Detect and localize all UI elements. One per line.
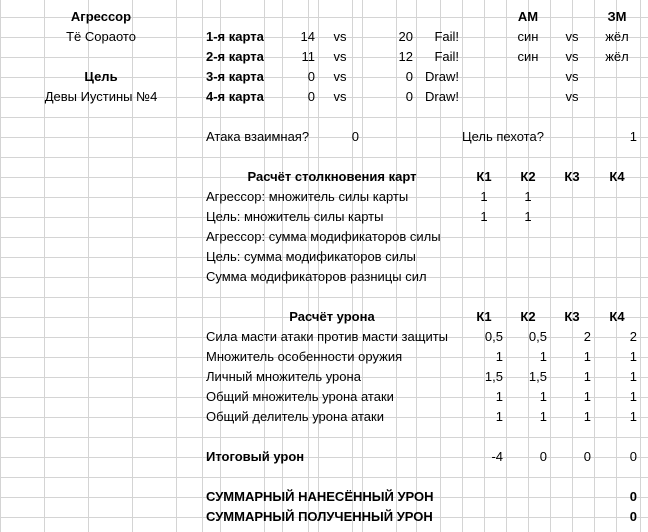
damage-cell[interactable]: 1 [629,389,637,404]
summary-received-label[interactable]: СУММАРНЫЙ ПОЛУЧЕННЫЙ УРОН [206,509,433,524]
card-name[interactable]: 4-я карта [206,89,264,104]
damage-title[interactable]: Расчёт урона [289,309,375,324]
summary-received-value[interactable]: 0 [629,509,637,524]
card-suit-vs[interactable]: vs [565,69,579,84]
damage-cell[interactable]: 1,5 [484,369,503,384]
damage-cell[interactable]: 1 [583,409,591,424]
summary-dealt-label[interactable]: СУММАРНЫЙ НАНЕСЁННЫЙ УРОН [206,489,434,504]
damage-cell[interactable]: 1 [629,409,637,424]
collision-row-label[interactable]: Агрессор: сумма модификаторов силы [206,229,441,244]
damage-header-k4[interactable]: К4 [609,309,625,324]
card-aggressor-value[interactable]: 0 [307,69,315,84]
card-aggressor-value[interactable]: 0 [307,89,315,104]
card-target-value[interactable]: 20 [398,29,413,44]
card-suit-vs[interactable]: vs [565,89,579,104]
damage-cell[interactable]: 1 [629,349,637,364]
damage-cell[interactable]: 1 [583,369,591,384]
mutual-attack-label[interactable]: Атака взаимная? [206,129,310,144]
card-vs[interactable]: vs [333,49,347,64]
total-damage-label[interactable]: Итоговый урон [206,449,305,464]
card-suit-vs[interactable]: vs [565,29,579,44]
collision-row-label[interactable]: Сумма модификаторов разницы сил [206,269,427,284]
damage-cell[interactable]: 2 [583,329,591,344]
target-infantry-label[interactable]: Цель пехота? [462,129,544,144]
collision-cell[interactable]: 1 [480,189,488,204]
collision-header-k2[interactable]: К2 [520,169,536,184]
card-zm-suit[interactable]: жёл [605,29,629,44]
collision-cell[interactable] [594,187,640,207]
damage-header-k1[interactable]: К1 [476,309,492,324]
damage-cell[interactable]: 1 [539,349,547,364]
aggressor-name[interactable]: Тё Сораото [66,29,136,44]
damage-header-k2[interactable]: К2 [520,309,536,324]
target-infantry-value[interactable]: 1 [629,129,637,144]
card-result[interactable]: Draw! [425,89,459,104]
card-name[interactable]: 3-я карта [206,69,264,84]
collision-header-k3[interactable]: К3 [564,169,580,184]
damage-cell[interactable]: 0,5 [528,329,547,344]
card-vs[interactable]: vs [333,89,347,104]
damage-cell[interactable]: 1 [495,409,503,424]
card-zm-suit[interactable] [594,67,640,87]
collision-row-label[interactable]: Агрессор: множитель силы карты [206,189,409,204]
summary-dealt-value[interactable]: 0 [629,489,637,504]
collision-cell[interactable]: 1 [480,209,488,224]
damage-row-label[interactable]: Сила масти атаки против масти защиты [206,329,449,344]
card-target-value[interactable]: 12 [398,49,413,64]
target-label[interactable]: Цель [84,69,118,84]
damage-cell[interactable]: 2 [629,329,637,344]
total-damage-cell[interactable]: -4 [491,449,503,464]
card-vs[interactable]: vs [333,29,347,44]
target-name[interactable]: Девы Иустины №4 [44,89,158,104]
collision-row-label[interactable]: Цель: множитель силы карты [206,209,384,224]
collision-row-label[interactable]: Цель: сумма модификаторов силы [206,249,416,264]
total-damage-cell[interactable]: 0 [539,449,547,464]
card-am-suit[interactable]: син [517,49,539,64]
card-am-suit[interactable]: син [517,29,539,44]
card-name[interactable]: 1-я карта [206,29,264,44]
card-am-suit[interactable] [506,67,550,87]
collision-cell[interactable] [550,187,594,207]
damage-row-label[interactable]: Общий множитель урона атаки [206,389,394,404]
aggressor-label[interactable]: Агрессор [70,9,132,24]
damage-cell[interactable]: 1 [583,389,591,404]
card-result[interactable]: Fail! [434,29,459,44]
collision-header-k4[interactable]: К4 [609,169,625,184]
card-am-suit[interactable] [506,87,550,107]
card-zm-suit[interactable]: жёл [605,49,629,64]
card-vs[interactable]: vs [333,69,347,84]
collision-cell[interactable]: 1 [524,209,532,224]
card-zm-suit[interactable] [594,87,640,107]
card-result[interactable]: Fail! [434,49,459,64]
card-suit-vs[interactable]: vs [565,49,579,64]
zm-header[interactable]: ЗМ [607,9,627,24]
card-target-value[interactable]: 0 [405,69,413,84]
mutual-attack-value[interactable]: 0 [351,129,359,144]
card-target-value[interactable]: 0 [405,89,413,104]
damage-row-label[interactable]: Личный множитель урона [206,369,361,384]
damage-row-label[interactable]: Общий делитель урона атаки [206,409,384,424]
collision-cell[interactable] [550,207,594,227]
damage-cell[interactable]: 1 [495,349,503,364]
total-damage-cell[interactable]: 0 [629,449,637,464]
damage-cell[interactable]: 0,5 [484,329,503,344]
collision-header-k1[interactable]: К1 [476,169,492,184]
damage-row-label[interactable]: Множитель особенности оружия [206,349,403,364]
total-damage-cell[interactable]: 0 [583,449,591,464]
damage-cell[interactable]: 1 [539,389,547,404]
collision-title[interactable]: Расчёт столкновения карт [247,169,417,184]
damage-cell[interactable]: 1,5 [528,369,547,384]
card-name[interactable]: 2-я карта [206,49,264,64]
am-header[interactable]: АМ [517,9,539,24]
damage-cell[interactable]: 1 [583,349,591,364]
card-aggressor-value[interactable]: 11 [301,49,315,64]
card-aggressor-value[interactable]: 14 [300,29,315,44]
damage-cell[interactable]: 1 [495,389,503,404]
collision-cell[interactable] [594,207,640,227]
damage-cell[interactable]: 1 [629,369,637,384]
card-result[interactable]: Draw! [425,69,459,84]
damage-header-k3[interactable]: К3 [564,309,580,324]
collision-cell[interactable]: 1 [524,189,532,204]
damage-cell[interactable]: 1 [539,409,547,424]
column-divider [640,0,641,532]
